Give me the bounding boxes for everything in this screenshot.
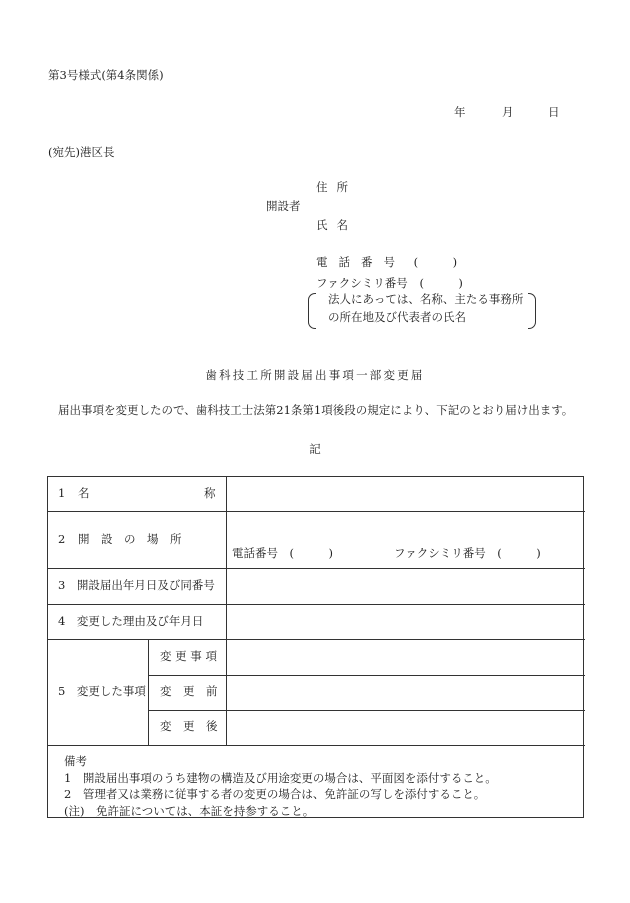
notes-heading: 備考	[64, 754, 87, 768]
corporation-note	[308, 293, 536, 327]
fax-parens: ( )	[419, 276, 463, 290]
row1-label-b: 称	[204, 486, 216, 500]
corporation-note-line2: の所在地及び代表者の氏名	[328, 310, 466, 324]
address-label: 住所	[316, 180, 357, 194]
row-divider	[48, 745, 585, 746]
notes	[64, 753, 497, 819]
form-number: 第3号様式(第4条関係)	[48, 68, 164, 82]
location-value-field[interactable]	[232, 515, 578, 539]
row2-phone: 電話番号 ( )	[232, 546, 333, 560]
before-change-field[interactable]	[232, 681, 578, 705]
row5-label: 5 変更した事項	[58, 684, 146, 698]
after-change-field[interactable]	[232, 716, 578, 740]
row2-number: 2	[58, 532, 66, 546]
fax-label: ファクシミリ番号	[316, 276, 408, 290]
statement: 届出事項を変更したので、歯科技工士法第21条第1項後段の規定により、下記のとおり届け出ます。	[58, 403, 574, 417]
document-title: 歯科技工所開設届出事項一部変更届	[205, 368, 425, 382]
row-divider	[48, 511, 585, 512]
row5-sub-after: 変 更 後	[160, 719, 218, 733]
column-divider	[226, 477, 227, 745]
row-divider	[48, 639, 585, 640]
opening-date-field[interactable]	[232, 575, 578, 599]
row5-sub-before: 変 更 前	[160, 684, 218, 698]
row2-label: 開 設 の 場 所	[78, 532, 182, 546]
row1-number: 1	[58, 486, 66, 500]
applicant-label: 開設者	[266, 199, 301, 213]
right-bracket	[528, 293, 536, 329]
date-month-label: 月	[502, 105, 514, 119]
corporation-note-line1: 法人にあっては、名称、主たる事務所	[328, 292, 524, 306]
row-divider	[148, 675, 585, 676]
row5-sub-changed-items: 変 更 事 項	[160, 649, 217, 663]
phone-row	[316, 256, 457, 270]
phone-parens: ( )	[413, 255, 458, 269]
column-divider	[148, 639, 149, 745]
row3-label: 3 開設届出年月日及び同番号	[58, 578, 215, 592]
fax-row	[316, 277, 463, 291]
change-reason-field[interactable]	[232, 611, 578, 635]
record-mark: 記	[309, 442, 321, 456]
note-3: (注) 免許証については、本証を持参すること。	[64, 803, 315, 818]
row2-fax: ファクシミリ番号 ( )	[394, 546, 541, 560]
row-divider	[48, 604, 585, 605]
form-table	[47, 476, 584, 818]
row-divider	[48, 568, 585, 569]
left-bracket	[308, 293, 316, 329]
name-label: 氏名	[316, 218, 357, 232]
date-year-label: 年	[454, 105, 466, 119]
name-value-field[interactable]	[232, 483, 578, 507]
row1-label-a: 名	[78, 486, 90, 500]
date-day-label: 日	[548, 105, 560, 119]
row-divider	[148, 710, 585, 711]
phone-label: 電話番号	[316, 255, 406, 269]
row4-label: 4 変更した理由及び年月日	[58, 614, 204, 628]
note-1: 1 開設届出事項のうち建物の構造及び用途変更の場合は、平面図を添付すること。	[64, 770, 497, 785]
addressee: (宛先)港区長	[48, 145, 115, 159]
note-2: 2 管理者又は業務に従事する者の変更の場合は、免許証の写しを添付すること。	[64, 787, 486, 801]
changed-items-field[interactable]	[232, 646, 578, 670]
